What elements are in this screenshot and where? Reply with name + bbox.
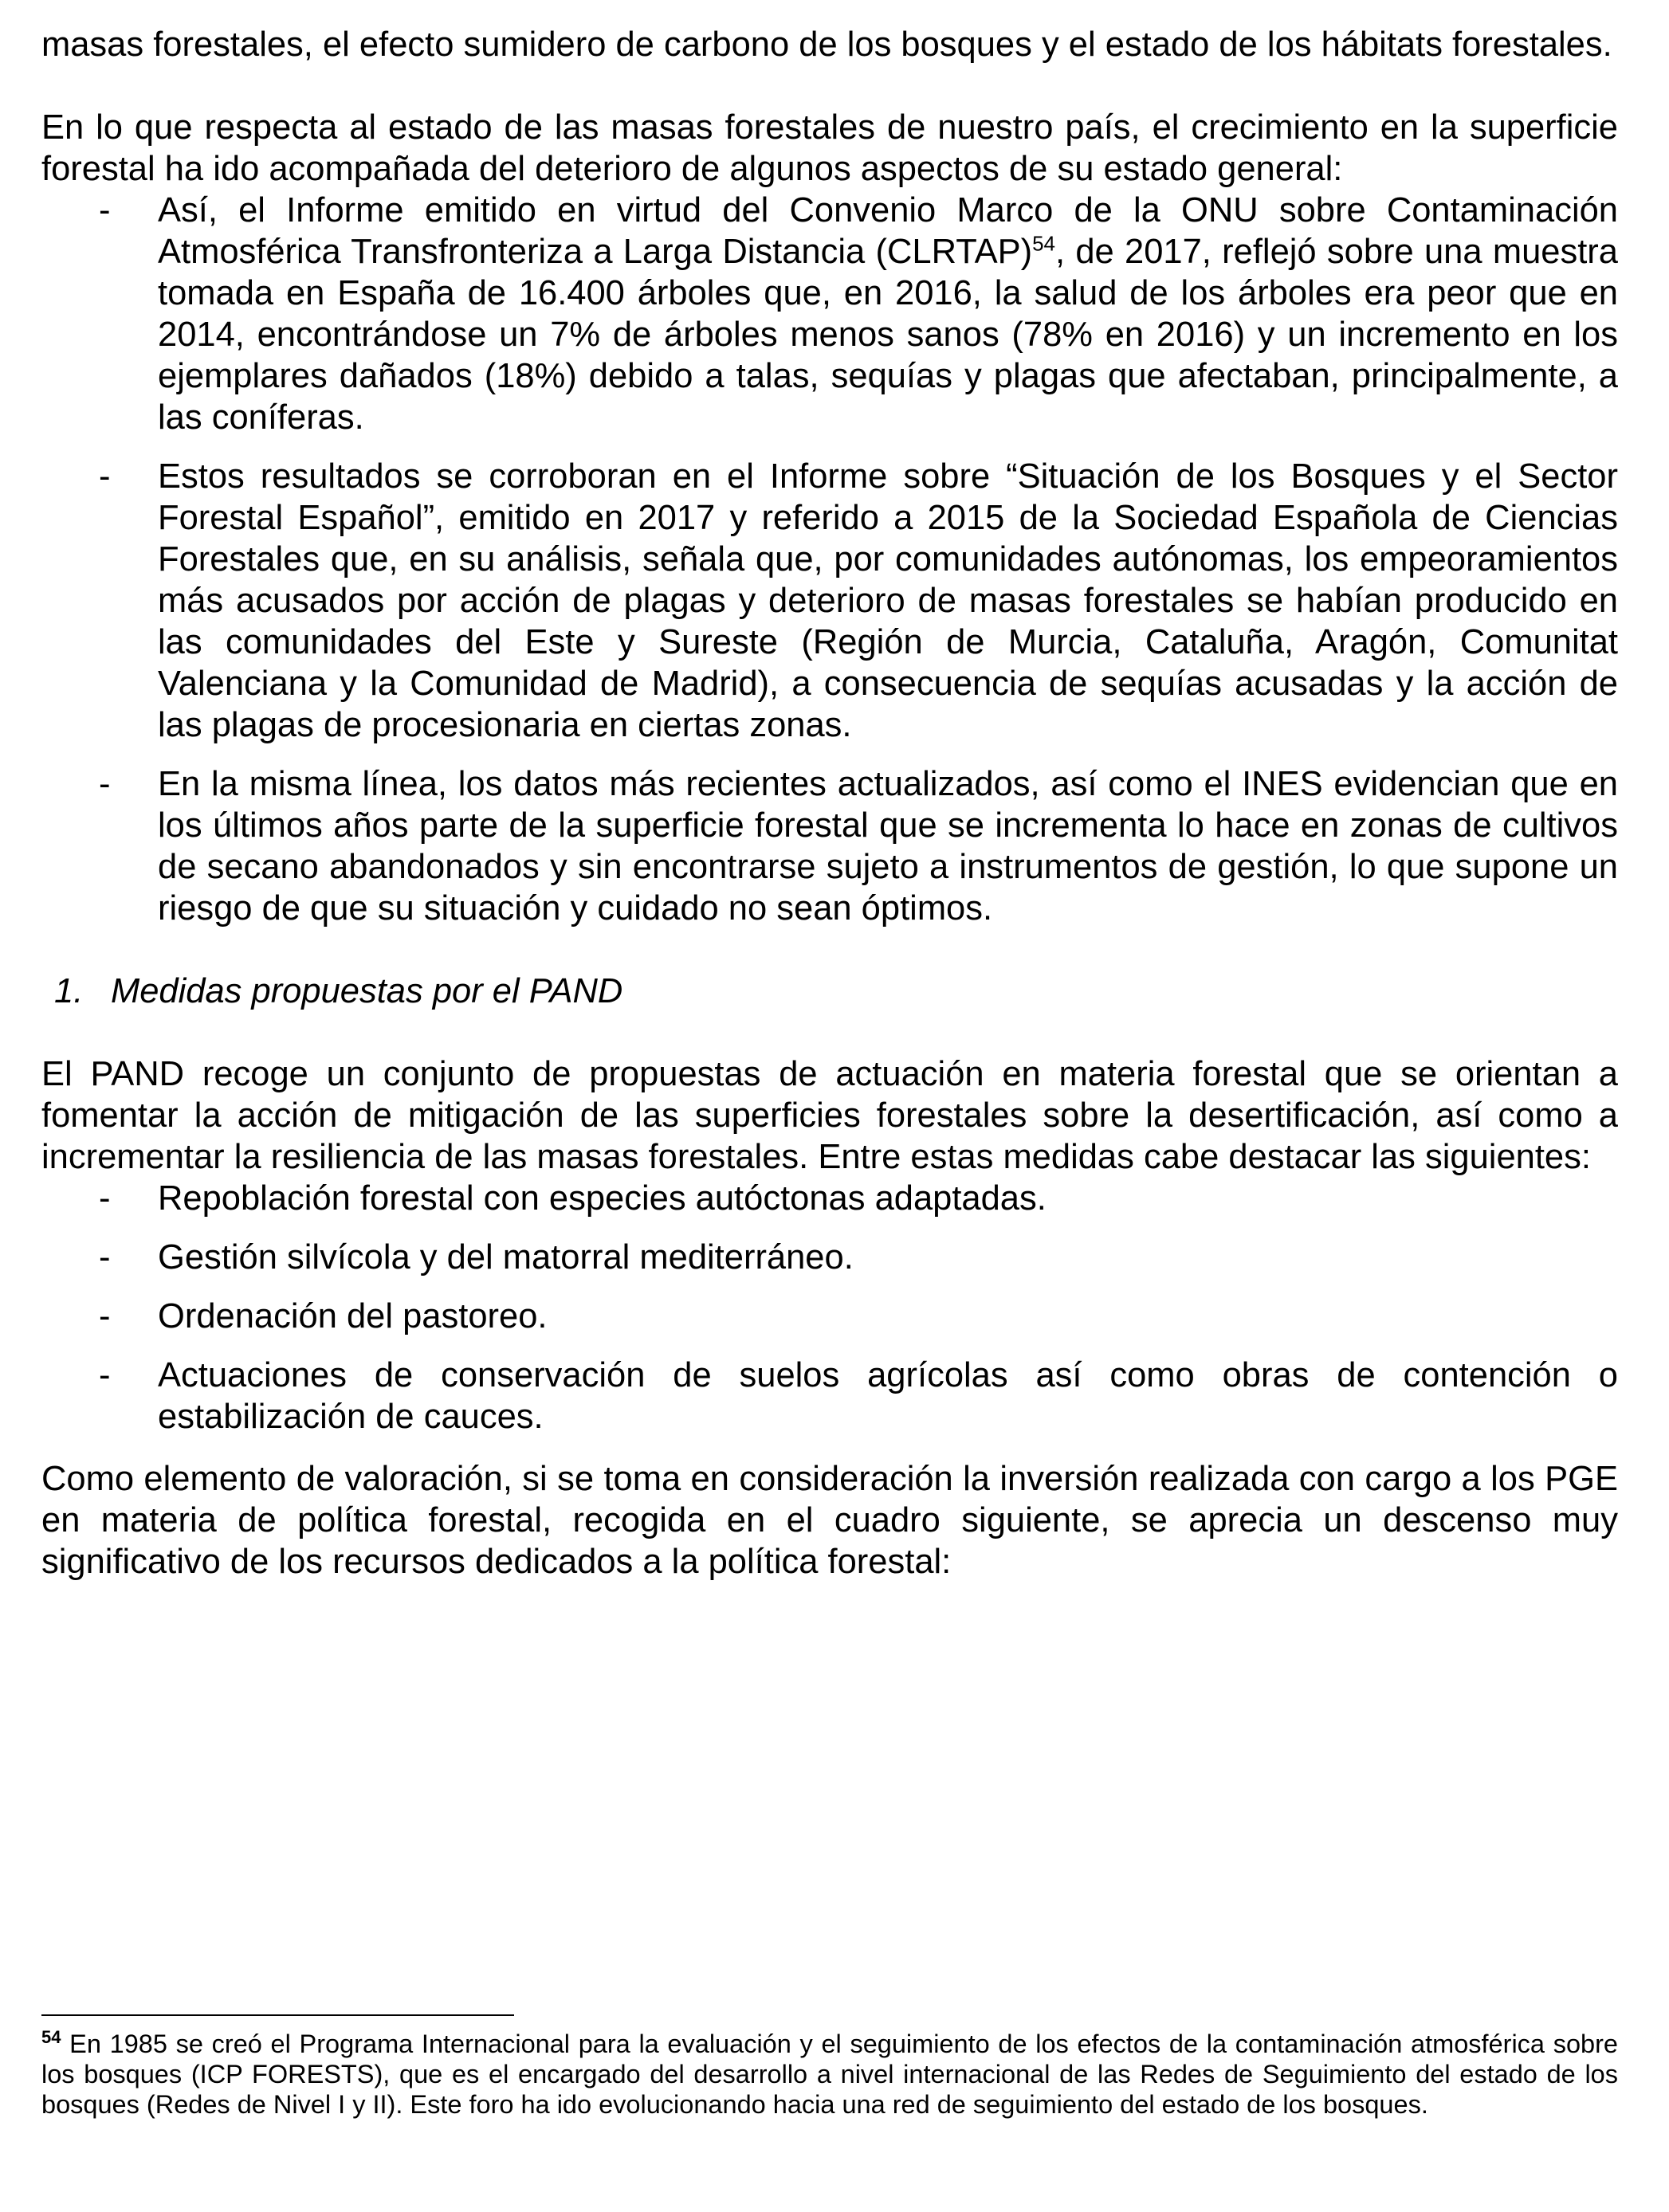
paragraph-forest-carbon: masas forestales, el efecto sumidero de carbono de los bosques y el estado de los hábitats forestales. — [41, 25, 1612, 64]
list-item-text: En la misma línea, los datos más recientes actualizados, así como el INES evidencian que en los últimos años parte de la superficie forestal que se incrementa lo hace en zonas de cultivos de secano abandonados y sin encontrarse sujeto a instrumentos de gestión, lo que supone un riesgo de que su situación y cuidado no sean óptimos. — [158, 765, 1618, 928]
forest-state-list — [41, 190, 1618, 929]
list-item-text: , de 2017, reflejó sobre una muestra tomada en España de 16.400 árboles que, en 2016, la salud de los árboles era peor que en 2014, encontrándose un 7% de árboles menos sanos (78% en 2016) y un incremento en los ejemplares dañados (18%) debido a talas, sequías y plagas que afectaban, principalmente, a las coníferas. — [158, 233, 1618, 437]
paragraph-pge-investment: Como elemento de valoración, si se toma en consideración la inversión realizada con cargo a los PGE en materia de política forestal, recogida en el cuadro siguiente, se aprecia un descenso muy significativo de los recursos dedicados a la política forestal: — [41, 1460, 1618, 1581]
list-dash: - — [99, 1179, 111, 1218]
document-page — [41, 24, 1618, 1583]
footnote-text: En 1985 se creó el Programa Internacional para la evaluación y el seguimiento de los efectos de la contaminación atmosférica sobre los bosques (ICP FORESTS), que es el encargado del desarrollo a nivel internacional de las Redes de Seguimiento del estado de los bosques (Redes de Nivel I y II). Este foro ha ido evolucionando hacia una red de seguimiento del estado de los bosques. — [41, 2030, 1618, 2119]
footnote-separator — [41, 2014, 514, 2016]
section-title: Medidas propuestas por el PAND — [111, 972, 623, 1010]
footnote-number: 54 — [41, 2027, 61, 2048]
footnote-reference[interactable]: 54 — [1032, 231, 1055, 256]
section-number: 1. — [54, 972, 84, 1010]
list-item-measure-3 — [41, 1296, 1618, 1337]
list-dash: - — [99, 1238, 111, 1277]
list-item-secf-report — [41, 456, 1618, 746]
pand-measures-list — [41, 1178, 1618, 1437]
list-item-ines-data — [41, 763, 1618, 929]
footnote-54 — [41, 2029, 1618, 2120]
list-item-text: Repoblación forestal con especies autóctonas adaptadas. — [158, 1179, 1047, 1218]
list-item-measure-2 — [41, 1237, 1618, 1278]
section-heading — [41, 971, 1618, 1012]
list-item-measure-4 — [41, 1355, 1618, 1437]
list-item-measure-1 — [41, 1178, 1618, 1219]
paragraph-pand-proposals: El PAND recoge un conjunto de propuestas de actuación en materia forestal que se orientan a fomentar la acción de mitigación de las superficies forestales sobre la desertificación, así como a incrementar la resiliencia de las masas forestales. Entre estas medidas cabe destacar las siguientes: — [41, 1055, 1618, 1176]
list-item-clrtap-report — [41, 190, 1618, 438]
paragraph-forest-state: En lo que respecta al estado de las masas forestales de nuestro país, el crecimiento en la superficie forestal ha ido acompañada del deterioro de algunos aspectos de su estado general: — [41, 108, 1618, 188]
list-dash: - — [99, 457, 111, 496]
list-item-text: Ordenación del pastoreo. — [158, 1297, 548, 1335]
list-dash: - — [99, 191, 111, 229]
list-dash: - — [99, 1297, 111, 1335]
list-item-text: Gestión silvícola y del matorral mediterráneo. — [158, 1238, 854, 1277]
list-item-text: Así, el Informe emitido en virtud del Convenio Marco de la ONU sobre Contaminación Atmosférica Transfronteriza a Larga Distancia (CLRTAP) — [158, 191, 1618, 271]
list-dash: - — [99, 1356, 111, 1394]
list-item-text: Actuaciones de conservación de suelos agrícolas así como obras de contención o estabilización de cauces. — [158, 1356, 1618, 1436]
list-item-text: Estos resultados se corroboran en el Informe sobre “Situación de los Bosques y el Sector Forestal Español”, emitido en 2017 y referido a 2015 de la Sociedad Española de Ciencias Forestales que, en su análisis, señala que, por comunidades autónomas, los empeoramientos más acusados por acción de plagas y deterioro de masas forestales se habían producido en las comunidades del Este y Sureste (Región de Murcia, Cataluña, Aragón, Comunitat Valenciana y la Comunidad de Madrid), a consecuencia de sequías acusadas y la acción de las plagas de procesionaria en ciertas zonas. — [158, 457, 1618, 744]
list-dash: - — [99, 765, 111, 803]
